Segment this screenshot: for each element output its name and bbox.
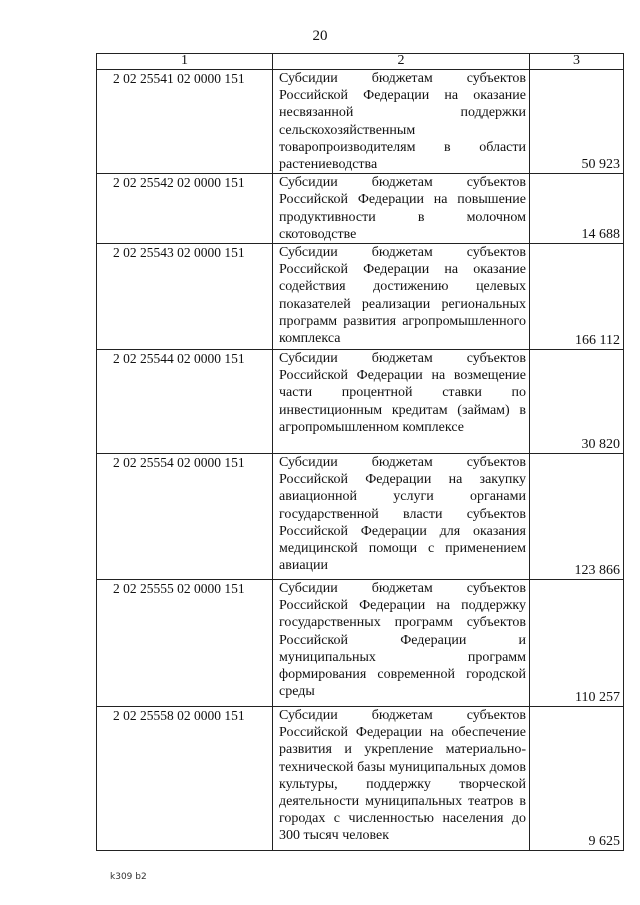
description-cell: Субсидии бюджетам субъектов Российской Федерации на возмещение части процентной ставки по инвестиционным кредитам (займам) в агропромышленном комплексе [273,350,530,454]
budget-code-cell: 2 02 25541 02 0000 151 [97,70,273,174]
table-row [97,580,624,707]
column-header-code: 1 [97,54,273,70]
budget-code-cell: 2 02 25544 02 0000 151 [97,350,273,454]
amount-cell: 50 923 [530,70,624,174]
amount-cell: 166 112 [530,244,624,350]
document-code-mark: k309 b2 [110,872,147,882]
column-header-amount: 3 [530,54,624,70]
table-row [97,70,624,174]
table-row [97,350,624,454]
description-cell: Субсидии бюджетам субъектов Российской Федерации на оказание содействия достижению целевых показателей реализации региональных программ развития агропромышленного комплекса [273,244,530,350]
budget-table [96,53,624,851]
amount-cell: 9 625 [530,707,624,851]
column-header-description: 2 [273,54,530,70]
budget-code-cell: 2 02 25542 02 0000 151 [97,174,273,244]
description-cell: Субсидии бюджетам субъектов Российской Федерации на повышение продуктивности в молочном скотоводстве [273,174,530,244]
amount-cell: 123 866 [530,454,624,580]
table-header [97,54,624,70]
table-row [97,244,624,350]
table-row [97,707,624,851]
description-cell: Субсидии бюджетам субъектов Российской Федерации на оказание несвязанной поддержки сельскохозяйственным товаропроизводителям в области растениеводства [273,70,530,174]
amount-cell: 30 820 [530,350,624,454]
description-cell: Субсидии бюджетам субъектов Российской Федерации на закупку авиационной услуги органами государственной власти субъектов Российской Федерации для оказания медицинской помощи с применением авиации [273,454,530,580]
description-cell: Субсидии бюджетам субъектов Российской Федерации на обеспечение развития и укрепление материально-технической базы муниципальных домов культуры, поддержку творческой деятельности муниципальных театров в городах с численностью населения до 300 тысяч человек [273,707,530,851]
table-row [97,454,624,580]
budget-code-cell: 2 02 25558 02 0000 151 [97,707,273,851]
amount-cell: 110 257 [530,580,624,707]
table-row [97,174,624,244]
budget-code-cell: 2 02 25554 02 0000 151 [97,454,273,580]
page-number: 20 [312,28,328,44]
amount-cell: 14 688 [530,174,624,244]
budget-code-cell: 2 02 25543 02 0000 151 [97,244,273,350]
description-cell: Субсидии бюджетам субъектов Российской Федерации на поддержку государственных программ субъектов Российской Федерации и муниципальных программ формирования современной городской среды [273,580,530,707]
budget-code-cell: 2 02 25555 02 0000 151 [97,580,273,707]
table-header-row [97,54,624,70]
